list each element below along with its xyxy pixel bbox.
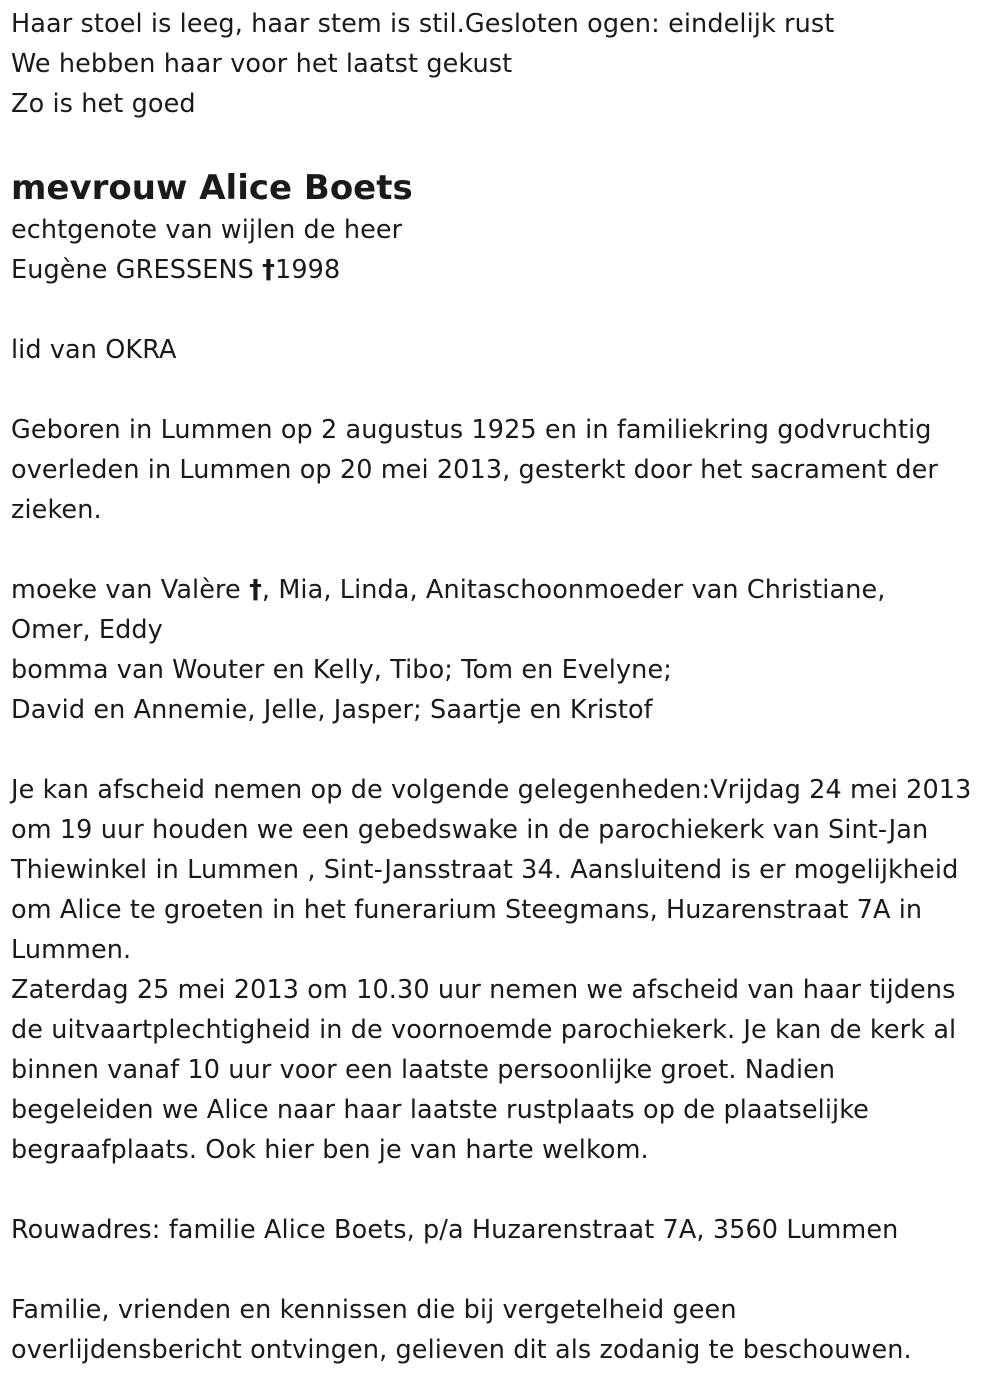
paragraph-line: om 19 uur houden we een gebedswake in de parochiekerk van Sint-Jan bbox=[11, 815, 929, 845]
paragraph-line: Familie, vrienden en kennissen die bij vergetelheid geen bbox=[11, 1295, 737, 1325]
family-line bbox=[11, 570, 996, 610]
paragraph-line: zieken. bbox=[11, 495, 102, 525]
paragraph-line: begeleiden we Alice naar haar laatste rustplaats op de plaatselijke bbox=[11, 1095, 869, 1125]
paragraph-line: overleden in Lummen op 20 mei 2013, gesterkt door het sacrament der bbox=[11, 455, 938, 485]
farewell-paragraph bbox=[11, 770, 996, 1170]
family-line-text: , Mia, Linda, Anitaschoonmoeder van Christiane, bbox=[261, 575, 886, 605]
obituary-document bbox=[11, 4, 996, 1370]
spouse-name: Eugène GRESSENS bbox=[11, 255, 263, 285]
paragraph-line: Geboren in Lummen op 2 augustus 1925 en in familiekring godvruchtig bbox=[11, 415, 932, 445]
paragraph-line: Je kan afscheid nemen op de volgende gelegenheden:Vrijdag 24 mei 2013 bbox=[11, 775, 972, 805]
poem-line: Zo is het goed bbox=[11, 89, 196, 119]
paragraph-line: om Alice te groeten in het funerarium Steegmans, Huzarenstraat 7A in bbox=[11, 895, 923, 925]
poem bbox=[11, 4, 996, 124]
deceased-name: mevrouw Alice Boets bbox=[11, 168, 413, 208]
closing-paragraph bbox=[11, 1290, 996, 1370]
poem-line: We hebben haar voor het laatst gekust bbox=[11, 49, 513, 79]
paragraph-line: overlijdensbericht ontvingen, gelieven dit als zodanig te beschouwen. bbox=[11, 1335, 912, 1365]
cross-icon: † bbox=[262, 255, 276, 285]
paragraph-line: binnen vanaf 10 uur voor een laatste persoonlijke groet. Nadien bbox=[11, 1055, 836, 1085]
cross-icon: † bbox=[249, 575, 262, 605]
paragraph-line: Zaterdag 25 mei 2013 om 10.30 uur nemen we afscheid van haar tijdens bbox=[11, 975, 956, 1005]
family-line: bomma van Wouter en Kelly, Tibo; Tom en Evelyne; bbox=[11, 655, 672, 685]
spouse-name-line bbox=[11, 250, 996, 290]
paragraph-line: Lummen. bbox=[11, 935, 132, 965]
spouse-line: echtgenote van wijlen de heer bbox=[11, 215, 403, 245]
birth-death-paragraph bbox=[11, 410, 996, 530]
family-paragraph bbox=[11, 570, 996, 730]
family-line: David en Annemie, Jelle, Jasper; Saartje en Kristof bbox=[11, 695, 653, 725]
poem-line: Haar stoel is leeg, haar stem is stil.Gesloten ogen: eindelijk rust bbox=[11, 9, 835, 39]
paragraph-line: Thiewinkel in Lummen , Sint-Jansstraat 34. Aansluitend is er mogelijkheid bbox=[11, 855, 959, 885]
mourning-address: Rouwadres: familie Alice Boets, p/a Huzarenstraat 7A, 3560 Lummen bbox=[11, 1215, 899, 1245]
spouse-death-year: 1998 bbox=[275, 255, 341, 285]
paragraph-line: de uitvaartplechtigheid in de voornoemde parochiekerk. Je kan de kerk al bbox=[11, 1015, 957, 1045]
membership: lid van OKRA bbox=[11, 335, 177, 365]
family-line: Omer, Eddy bbox=[11, 615, 163, 645]
family-line-text: moeke van Valère bbox=[11, 575, 250, 605]
paragraph-line: begraafplaats. Ook hier ben je van harte welkom. bbox=[11, 1135, 649, 1165]
